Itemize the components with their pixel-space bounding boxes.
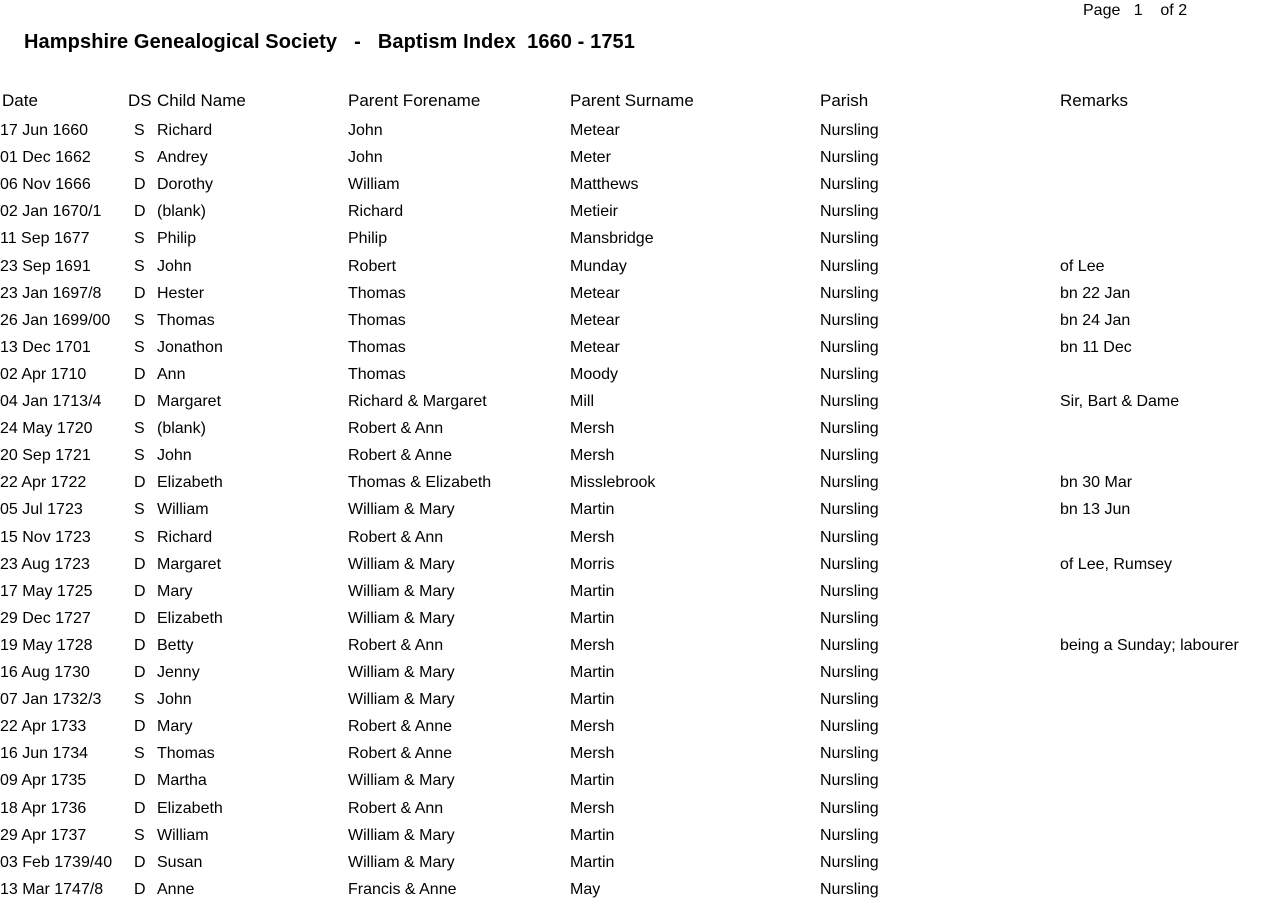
cell-parish: Nursling [820, 772, 879, 789]
cell-parent-forename: Robert [348, 258, 397, 275]
cell-child-name: Philip [157, 230, 197, 247]
cell-parent-surname: Meter [570, 149, 611, 166]
of-label: of [1160, 2, 1174, 19]
cell-date: 29 Dec 1727 [0, 610, 91, 627]
table-row [0, 716, 1280, 738]
header-remarks: Remarks [1060, 91, 1129, 110]
cell-parent-surname: Martin [570, 501, 615, 518]
cell-child-name: Mary [157, 583, 193, 600]
cell-parish: Nursling [820, 339, 879, 356]
page-indicator [1083, 2, 1187, 20]
cell-child-name: Elizabeth [157, 474, 223, 491]
cell-parent-forename: Richard & Margaret [348, 393, 487, 410]
cell-child-name: William [157, 501, 209, 518]
cell-parish: Nursling [820, 800, 879, 817]
cell-date: 16 Jun 1734 [0, 745, 89, 762]
table-row [0, 337, 1280, 359]
cell-parent-forename: John [348, 122, 383, 139]
cell-parish: Nursling [820, 420, 879, 437]
cell-parent-surname: Mersh [570, 718, 615, 735]
table-row [0, 635, 1280, 657]
page-title: Hampshire Genealogical Society - Baptism Index 1660 - 1751 [24, 31, 635, 53]
cell-parish: Nursling [820, 203, 879, 220]
cell-date: 26 Jan 1699/00 [0, 312, 111, 329]
table-row [0, 689, 1280, 711]
table-row [0, 554, 1280, 576]
table-row [0, 770, 1280, 792]
cell-parent-surname: Metear [570, 122, 620, 139]
table-row [0, 310, 1280, 332]
cell-parish: Nursling [820, 854, 879, 871]
table-row [0, 283, 1280, 305]
cell-ds: D [134, 772, 146, 789]
cell-ds: D [134, 366, 146, 383]
cell-parent-forename: Thomas & Elizabeth [348, 474, 492, 491]
table-row [0, 798, 1280, 820]
cell-parent-forename: William [348, 176, 400, 193]
cell-ds: D [134, 610, 146, 627]
cell-parent-forename: William & Mary [348, 501, 455, 518]
cell-parent-forename: Robert & Ann [348, 420, 444, 437]
cell-child-name: Anne [157, 881, 195, 898]
cell-child-name: Susan [157, 854, 203, 871]
cell-ds: S [134, 230, 145, 247]
cell-remarks: bn 11 Dec [1060, 339, 1132, 356]
cell-parent-surname: Metear [570, 312, 620, 329]
cell-ds: D [134, 393, 146, 410]
cell-remarks: bn 24 Jan [1060, 312, 1131, 329]
cell-child-name: Mary [157, 718, 193, 735]
cell-parent-surname: Moody [570, 366, 619, 383]
cell-date: 02 Apr 1710 [0, 366, 87, 383]
header-child-name: Child Name [157, 91, 246, 110]
cell-parent-surname: Matthews [570, 176, 639, 193]
table-row [0, 256, 1280, 278]
cell-parent-surname: Mersh [570, 420, 615, 437]
cell-parish: Nursling [820, 176, 879, 193]
header-date: Date [2, 91, 38, 110]
cell-parish: Nursling [820, 745, 879, 762]
cell-parent-surname: Martin [570, 854, 615, 871]
table-row [0, 499, 1280, 521]
cell-date: 23 Sep 1691 [0, 258, 91, 275]
cell-parent-surname: Metieir [570, 203, 619, 220]
page-total: 2 [1178, 2, 1188, 19]
cell-ds: S [134, 691, 145, 708]
cell-remarks: Sir, Bart & Dame [1060, 393, 1180, 410]
cell-parent-forename: Thomas [348, 366, 406, 383]
cell-date: 23 Jan 1697/8 [0, 285, 102, 302]
cell-date: 16 Aug 1730 [0, 664, 90, 681]
cell-parish: Nursling [820, 230, 879, 247]
cell-child-name: Elizabeth [157, 800, 223, 817]
page-label: Page [1083, 2, 1121, 19]
cell-parent-forename: William & Mary [348, 583, 455, 600]
cell-parent-forename: William & Mary [348, 827, 455, 844]
header-parent-forename: Parent Forename [348, 91, 481, 110]
cell-date: 15 Nov 1723 [0, 529, 91, 546]
cell-child-name: (blank) [157, 203, 206, 220]
cell-date: 24 May 1720 [0, 420, 93, 437]
cell-child-name: Margaret [157, 393, 222, 410]
cell-child-name: John [157, 447, 192, 464]
cell-ds: S [134, 258, 145, 275]
cell-parish: Nursling [820, 122, 879, 139]
cell-parent-surname: Mansbridge [570, 230, 654, 247]
cell-child-name: Thomas [157, 312, 215, 329]
cell-parent-forename: William & Mary [348, 610, 455, 627]
cell-ds: D [134, 718, 146, 735]
cell-parent-surname: Mersh [570, 800, 615, 817]
cell-child-name: Martha [157, 772, 207, 789]
table-row [0, 445, 1280, 467]
table-row [0, 147, 1280, 169]
cell-parent-forename: Robert & Anne [348, 745, 453, 762]
cell-date: 20 Sep 1721 [0, 447, 91, 464]
cell-date: 18 Apr 1736 [0, 800, 87, 817]
cell-date: 05 Jul 1723 [0, 501, 83, 518]
cell-ds: D [134, 176, 146, 193]
cell-parish: Nursling [820, 637, 879, 654]
cell-parent-surname: Mersh [570, 745, 615, 762]
cell-child-name: Richard [157, 122, 213, 139]
cell-ds: D [134, 800, 146, 817]
table-row [0, 120, 1280, 142]
cell-parent-surname: Mersh [570, 637, 615, 654]
table-row [0, 391, 1280, 413]
table-row [0, 174, 1280, 196]
cell-date: 01 Dec 1662 [0, 149, 91, 166]
cell-parent-forename: Richard [348, 203, 404, 220]
cell-parent-forename: William & Mary [348, 556, 455, 573]
page-current: 1 [1133, 2, 1143, 19]
cell-date: 07 Jan 1732/3 [0, 691, 102, 708]
cell-date: 22 Apr 1722 [0, 474, 87, 491]
cell-parent-surname: Metear [570, 339, 620, 356]
cell-remarks: of Lee [1060, 258, 1105, 275]
table-row [0, 581, 1280, 603]
cell-parent-surname: Martin [570, 691, 615, 708]
table-row [0, 662, 1280, 684]
cell-parent-forename: William & Mary [348, 664, 455, 681]
cell-remarks: of Lee, Rumsey [1060, 556, 1173, 573]
cell-ds: S [134, 745, 145, 762]
cell-ds: S [134, 529, 145, 546]
cell-child-name: Thomas [157, 745, 215, 762]
cell-parish: Nursling [820, 447, 879, 464]
cell-parish: Nursling [820, 691, 879, 708]
cell-date: 19 May 1728 [0, 637, 93, 654]
header-parish: Parish [820, 91, 869, 110]
cell-ds: S [134, 339, 145, 356]
cell-ds: S [134, 501, 145, 518]
cell-ds: S [134, 447, 145, 464]
cell-parish: Nursling [820, 149, 879, 166]
cell-ds: S [134, 149, 145, 166]
cell-ds: S [134, 312, 145, 329]
cell-child-name: Ann [157, 366, 186, 383]
cell-remarks: bn 30 Mar [1060, 474, 1133, 491]
cell-parent-forename: Robert & Ann [348, 529, 444, 546]
cell-parent-surname: Martin [570, 772, 615, 789]
cell-parent-surname: Misslebrook [570, 474, 656, 491]
cell-parent-forename: Thomas [348, 285, 406, 302]
table-header [0, 90, 1280, 112]
cell-parent-forename: Robert & Anne [348, 447, 453, 464]
cell-parish: Nursling [820, 285, 879, 302]
cell-parent-surname: Mersh [570, 447, 615, 464]
cell-remarks: bn 13 Jun [1060, 501, 1131, 518]
cell-date: 22 Apr 1733 [0, 718, 87, 735]
cell-child-name: Betty [157, 637, 194, 654]
header-parent-surname: Parent Surname [570, 91, 694, 110]
cell-date: 11 Sep 1677 [0, 230, 90, 247]
cell-parent-forename: Philip [348, 230, 388, 247]
cell-parish: Nursling [820, 583, 879, 600]
cell-ds: S [134, 420, 145, 437]
cell-child-name: Dorothy [157, 176, 214, 193]
table-row [0, 879, 1280, 901]
cell-remarks: bn 22 Jan [1060, 285, 1131, 302]
table-row [0, 825, 1280, 847]
cell-child-name: William [157, 827, 209, 844]
cell-parish: Nursling [820, 529, 879, 546]
cell-ds: S [134, 122, 145, 139]
cell-ds: D [134, 854, 146, 871]
cell-ds: D [134, 881, 146, 898]
cell-parent-surname: Martin [570, 664, 615, 681]
cell-parent-forename: William & Mary [348, 854, 455, 871]
table-row [0, 201, 1280, 223]
cell-parent-forename: John [348, 149, 383, 166]
cell-ds: D [134, 203, 146, 220]
cell-parish: Nursling [820, 312, 879, 329]
cell-ds: D [134, 556, 146, 573]
cell-child-name: Hester [157, 285, 205, 302]
cell-parent-surname: May [570, 881, 601, 898]
cell-child-name: Elizabeth [157, 610, 223, 627]
cell-parish: Nursling [820, 664, 879, 681]
table-row [0, 743, 1280, 765]
table-row [0, 228, 1280, 250]
cell-date: 13 Mar 1747/8 [0, 881, 104, 898]
cell-parish: Nursling [820, 881, 879, 898]
cell-child-name: Richard [157, 529, 213, 546]
cell-parish: Nursling [820, 827, 879, 844]
cell-parent-surname: Munday [570, 258, 627, 275]
cell-child-name: John [157, 258, 192, 275]
cell-date: 29 Apr 1737 [0, 827, 87, 844]
header-ds: DS [128, 91, 152, 110]
table-row [0, 608, 1280, 630]
table-row [0, 527, 1280, 549]
cell-child-name: (blank) [157, 420, 206, 437]
cell-parent-forename: Robert & Anne [348, 718, 453, 735]
cell-child-name: Jenny [157, 664, 200, 681]
cell-date: 06 Nov 1666 [0, 176, 91, 193]
cell-child-name: John [157, 691, 192, 708]
cell-ds: D [134, 664, 146, 681]
cell-parent-forename: William & Mary [348, 772, 455, 789]
cell-parent-forename: Thomas [348, 312, 406, 329]
cell-date: 04 Jan 1713/4 [0, 393, 102, 410]
table-row [0, 364, 1280, 386]
cell-ds: D [134, 637, 146, 654]
cell-date: 23 Aug 1723 [0, 556, 90, 573]
cell-parish: Nursling [820, 501, 879, 518]
cell-parent-surname: Metear [570, 285, 620, 302]
cell-parish: Nursling [820, 366, 879, 383]
cell-parent-forename: Thomas [348, 339, 406, 356]
cell-ds: D [134, 285, 146, 302]
cell-parish: Nursling [820, 610, 879, 627]
cell-parish: Nursling [820, 556, 879, 573]
cell-child-name: Jonathon [157, 339, 223, 356]
cell-parish: Nursling [820, 258, 879, 275]
cell-ds: S [134, 827, 145, 844]
cell-remarks: being a Sunday; labourer [1060, 637, 1239, 654]
cell-child-name: Margaret [157, 556, 222, 573]
cell-parent-forename: Robert & Ann [348, 800, 444, 817]
cell-parent-surname: Martin [570, 827, 615, 844]
cell-ds: D [134, 474, 146, 491]
cell-parent-surname: Martin [570, 583, 615, 600]
cell-parish: Nursling [820, 393, 879, 410]
table-row [0, 472, 1280, 494]
cell-parent-surname: Martin [570, 610, 615, 627]
table-row [0, 852, 1280, 874]
cell-date: 13 Dec 1701 [0, 339, 91, 356]
cell-date: 17 Jun 1660 [0, 122, 89, 139]
cell-parish: Nursling [820, 718, 879, 735]
cell-parent-surname: Mill [570, 393, 594, 410]
cell-parent-forename: William & Mary [348, 691, 455, 708]
cell-parent-forename: Francis & Anne [348, 881, 457, 898]
cell-parish: Nursling [820, 474, 879, 491]
cell-parent-surname: Mersh [570, 529, 615, 546]
cell-ds: D [134, 583, 146, 600]
cell-date: 17 May 1725 [0, 583, 93, 600]
table-row [0, 418, 1280, 440]
cell-date: 02 Jan 1670/1 [0, 203, 102, 220]
cell-date: 09 Apr 1735 [0, 772, 87, 789]
cell-parent-forename: Robert & Ann [348, 637, 444, 654]
cell-date: 03 Feb 1739/40 [0, 854, 113, 871]
cell-parent-surname: Morris [570, 556, 615, 573]
cell-child-name: Andrey [157, 149, 208, 166]
